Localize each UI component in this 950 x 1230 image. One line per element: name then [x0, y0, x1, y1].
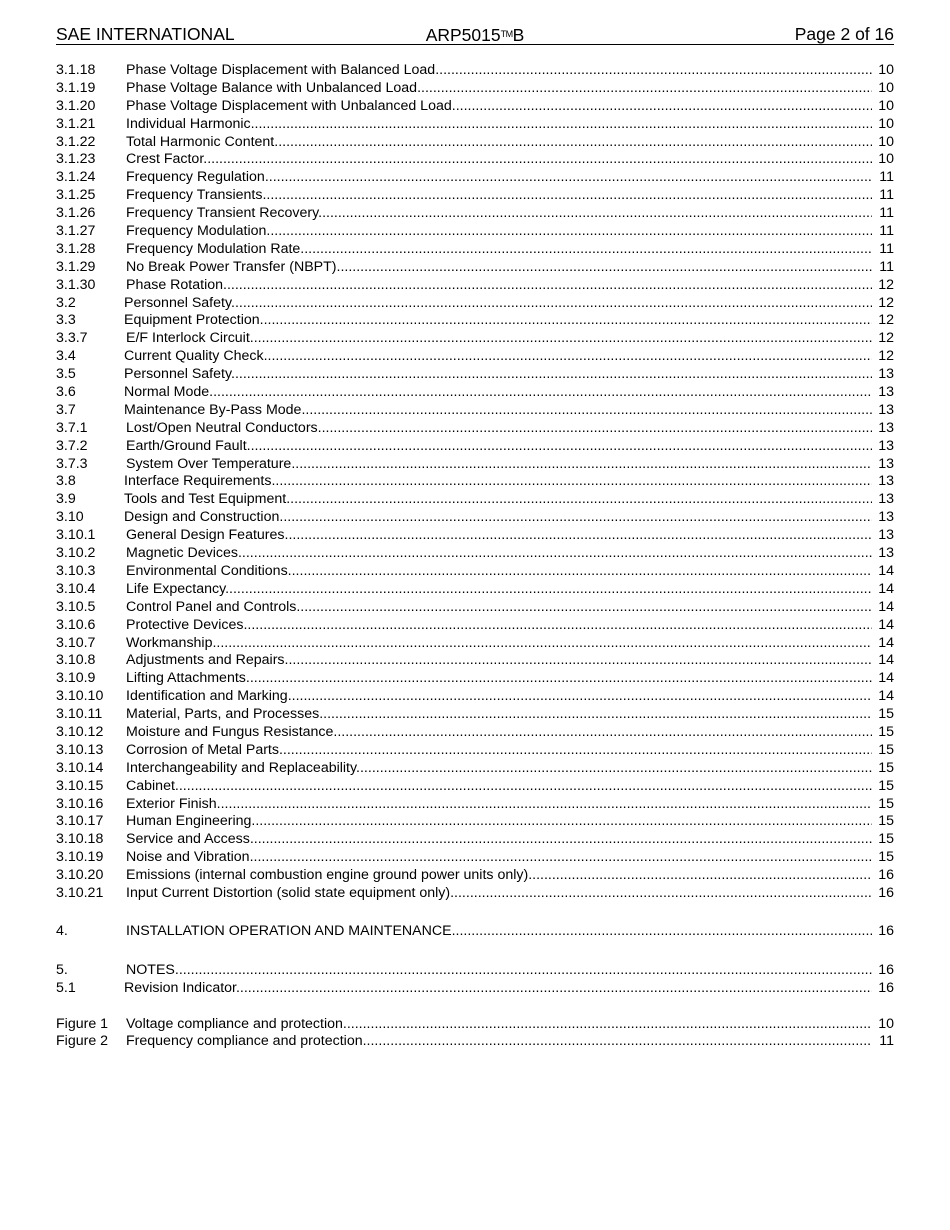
toc-entry-page: 15: [878, 831, 894, 848]
toc-entry-page: 13: [878, 419, 894, 436]
toc-entry-title: [126, 923, 872, 941]
toc-entry-number: 5.1: [56, 979, 76, 996]
table-of-contents: [56, 62, 894, 1051]
toc-entry[interactable]: [56, 688, 894, 706]
toc-entry-page: 10: [878, 115, 894, 132]
toc-entry-number: 3.10.1: [56, 527, 96, 544]
toc-entry[interactable]: [56, 330, 894, 348]
toc-entry[interactable]: [56, 563, 894, 581]
toc-entry-page: 12: [878, 312, 894, 329]
toc-entry-title-text: Protective Devices: [126, 616, 244, 633]
toc-entry-number: 3.10.9: [56, 670, 96, 687]
toc-entry[interactable]: [56, 384, 894, 402]
toc-entry-title-text: Adjustments and Repairs: [126, 652, 285, 669]
toc-entry-number: 3.10.16: [56, 795, 104, 812]
toc-group-installation: [56, 923, 894, 941]
toc-entry-title: [124, 312, 872, 330]
toc-entry-number: 3.10.20: [56, 867, 104, 884]
toc-entry-number: 3.10.21: [56, 884, 104, 901]
document-revision: B: [512, 25, 525, 45]
toc-entry-number: 3.1.22: [56, 133, 96, 150]
toc-entry-number: 3.3.7: [56, 330, 88, 347]
toc-entry-title-text: Crest Factor: [126, 151, 204, 168]
toc-entry-number: 3.10.18: [56, 831, 104, 848]
toc-entry-page: 11: [879, 205, 894, 222]
toc-entry-title: [124, 295, 872, 313]
toc-entry-number: 3.10: [56, 509, 84, 526]
toc-entry-title-text: Input Current Distortion (solid state equipment only): [126, 884, 451, 901]
toc-entry-number: 3.10.10: [56, 688, 104, 705]
toc-entry-title: [126, 187, 872, 205]
toc-entry-page: 13: [878, 366, 894, 383]
toc-entry-title: [126, 277, 872, 295]
toc-entry[interactable]: [56, 527, 894, 545]
toc-entry-page: 15: [878, 849, 894, 866]
toc-entry-title-text: Phase Voltage Displacement with Unbalanced Load: [126, 97, 452, 114]
toc-entry-title: [126, 151, 872, 169]
toc-entry-title: [126, 962, 872, 980]
toc-entry-title-text: Service and Access: [126, 831, 250, 848]
toc-entry-title-text: Emissions (internal combustion engine ground power units only): [126, 867, 529, 884]
toc-entry-number: 3.10.14: [56, 759, 104, 776]
toc-entry-number: 5.: [56, 961, 68, 978]
toc-entry-page: 11: [879, 187, 894, 204]
toc-entry-title: [126, 599, 872, 617]
toc-entry-page: 14: [878, 652, 894, 669]
toc-entry-title-text: Phase Rotation: [126, 276, 224, 293]
toc-entry-number: 3.1.18: [56, 62, 96, 78]
toc-entry[interactable]: [56, 98, 894, 116]
toc-entry-number: 3.1.27: [56, 223, 96, 240]
toc-entry-title-text: Earth/Ground Fault: [126, 437, 247, 454]
toc-entry-number: 3.10.13: [56, 741, 104, 758]
toc-entry-title-text: Current Quality Check: [124, 348, 264, 365]
toc-entry-number: 3.7.3: [56, 455, 88, 472]
toc-entry[interactable]: [56, 980, 894, 998]
toc-entry-title: [126, 831, 872, 849]
toc-entry-number: 3.9: [56, 491, 76, 508]
toc-entry[interactable]: [56, 134, 894, 152]
page-header: [56, 24, 894, 45]
toc-entry-page: 10: [878, 97, 894, 114]
toc-group-notes: [56, 962, 894, 998]
toc-entry-page: 13: [878, 437, 894, 454]
toc-entry-page: 10: [878, 79, 894, 96]
toc-entry-title-text: Human Engineering: [126, 813, 252, 830]
toc-entry-title-text: Maintenance By-Pass Mode: [124, 401, 302, 418]
toc-entry-title: [126, 259, 872, 277]
toc-entry-title-text: Frequency Transient Recovery: [126, 205, 319, 222]
toc-entry-title-text: Control Panel and Controls: [126, 598, 297, 615]
toc-entry-title: [126, 778, 872, 796]
toc-entry-title-text: Life Expectancy: [126, 580, 226, 597]
toc-entry[interactable]: [56, 402, 894, 420]
toc-entry-title: [126, 563, 872, 581]
toc-entry-title: [126, 545, 872, 563]
toc-entry-page: 15: [878, 813, 894, 830]
trademark-mark: TM: [500, 29, 513, 39]
toc-entry-title: [126, 1033, 872, 1051]
toc-entry[interactable]: [56, 1016, 894, 1034]
toc-entry-number: 3.10.19: [56, 849, 104, 866]
toc-entry[interactable]: [56, 545, 894, 563]
toc-entry-title-text: Tools and Test Equipment: [124, 491, 287, 508]
toc-entry-number: 3.10.5: [56, 598, 96, 615]
toc-entry-title-text: NOTES: [126, 961, 175, 978]
toc-entry-page: 13: [878, 473, 894, 490]
toc-entry-title-text: Personnel Safety: [124, 294, 231, 311]
toc-entry-title: [124, 509, 872, 527]
toc-entry[interactable]: [56, 581, 894, 599]
toc-entry-title-text: Material, Parts, and Processes: [126, 706, 320, 723]
toc-entry[interactable]: [56, 706, 894, 724]
toc-entry-number: 3.10.15: [56, 777, 104, 794]
toc-entry[interactable]: [56, 312, 894, 330]
toc-entry-title: [126, 706, 872, 724]
toc-entry-page: 15: [878, 741, 894, 758]
toc-entry-title-text: Individual Harmonic: [126, 115, 251, 132]
toc-entry-title: [126, 867, 872, 885]
toc-entry-page: 16: [878, 884, 894, 901]
toc-entry-title-text: Corrosion of Metal Parts: [126, 741, 279, 758]
toc-entry-title: [126, 742, 872, 760]
toc-entry-page: 12: [878, 330, 894, 347]
toc-entry-number: 3.8: [56, 473, 76, 490]
toc-entry-number: 3.10.11: [56, 706, 103, 723]
toc-entry-page: 11: [879, 223, 894, 240]
toc-entry-title-text: Design and Construction: [124, 509, 280, 526]
toc-entry-number: 3.1.26: [56, 205, 96, 222]
toc-entry[interactable]: [56, 635, 894, 653]
toc-entry-title: [126, 98, 872, 116]
toc-entry-title: [124, 491, 872, 509]
toc-entry-title: [126, 885, 872, 903]
toc-entry-title: [126, 849, 872, 867]
toc-entry[interactable]: [56, 509, 894, 527]
toc-entry-title-text: Equipment Protection: [124, 312, 260, 329]
toc-entry-title-text: Frequency Modulation Rate: [126, 240, 301, 257]
toc-entry[interactable]: [56, 849, 894, 867]
toc-entry-number: 3.10.3: [56, 562, 96, 579]
toc-entry-title: [126, 438, 872, 456]
toc-entry-page: 10: [878, 1015, 894, 1032]
toc-entry-page: 13: [878, 545, 894, 562]
toc-entry-title-text: Revision Indicator: [124, 979, 236, 996]
toc-entry-title-text: Lost/Open Neutral Conductors: [126, 419, 318, 436]
toc-entry-number: 3.1.19: [56, 79, 96, 96]
toc-entry-title-text: Voltage compliance and protection: [126, 1015, 343, 1032]
toc-entry-page: 14: [878, 616, 894, 633]
toc-entry-title: [126, 581, 872, 599]
toc-entry-title: [126, 670, 872, 688]
toc-entry-number: 3.10.4: [56, 580, 96, 597]
toc-entry-number: 4.: [56, 922, 68, 939]
toc-entry-number: 3.10.17: [56, 813, 104, 830]
toc-entry-page: 13: [878, 384, 894, 401]
toc-entry-page: 14: [878, 670, 894, 687]
toc-entry-title: [126, 223, 872, 241]
toc-entry-number: 3.7.1: [56, 419, 88, 436]
toc-entry-title-text: Frequency Regulation: [126, 169, 265, 186]
toc-entry-page: 14: [878, 580, 894, 597]
toc-entry-title-text: Exterior Finish: [126, 795, 217, 812]
toc-entry-title: [126, 456, 872, 474]
toc-entry-number: 3.1.28: [56, 240, 96, 257]
toc-entry[interactable]: [56, 420, 894, 438]
toc-entry[interactable]: [56, 366, 894, 384]
toc-entry-number: 3.1.30: [56, 276, 96, 293]
toc-entry-number: 3.4: [56, 348, 76, 365]
toc-entry-page: 14: [878, 688, 894, 705]
toc-entry-title: [124, 402, 872, 420]
toc-entry[interactable]: [56, 742, 894, 760]
toc-entry-title: [126, 62, 872, 80]
toc-entry[interactable]: [56, 473, 894, 491]
toc-entry-title-text: Identification and Marking: [126, 688, 288, 705]
toc-entry-page: 16: [878, 867, 894, 884]
toc-entry[interactable]: [56, 778, 894, 796]
toc-entry[interactable]: [56, 187, 894, 205]
toc-entry-page: 14: [878, 634, 894, 651]
toc-entry-page: 16: [878, 979, 894, 996]
toc-entry-number: 3.10.6: [56, 616, 96, 633]
toc-entry-number: 3.2: [56, 294, 76, 311]
toc-entry-page: 13: [878, 509, 894, 526]
toc-entry-title-text: System Over Temperature: [126, 455, 292, 472]
toc-entry-title: [124, 980, 872, 998]
toc-entry-page: 15: [878, 723, 894, 740]
toc-entry-title-text: Interface Requirements: [124, 473, 272, 490]
document-code: [56, 24, 894, 45]
toc-entry-page: 12: [878, 348, 894, 365]
toc-entry-number: 3.7.2: [56, 437, 88, 454]
toc-entry-title-text: Phase Voltage Balance with Unbalanced Load: [126, 79, 418, 96]
toc-entry[interactable]: [56, 151, 894, 169]
toc-entry-number: 3.1.23: [56, 151, 96, 168]
toc-entry-number: 3.7: [56, 401, 76, 418]
toc-entry-page: 11: [879, 169, 894, 186]
toc-entry-page: 13: [878, 491, 894, 508]
toc-entry-title: [126, 241, 872, 259]
toc-entry-title: [126, 652, 872, 670]
toc-entry[interactable]: [56, 295, 894, 313]
toc-entry[interactable]: [56, 169, 894, 187]
toc-entry-page: 12: [878, 276, 894, 293]
toc-entry-title: [126, 116, 872, 134]
toc-entry-title: [126, 134, 872, 152]
toc-entry[interactable]: [56, 760, 894, 778]
toc-entry-number: 3.1.25: [56, 187, 96, 204]
toc-entry-page: 16: [878, 922, 894, 939]
toc-entry-title: [126, 420, 872, 438]
toc-entry[interactable]: [56, 724, 894, 742]
toc-entry[interactable]: [56, 923, 894, 941]
toc-entry-title-text: No Break Power Transfer (NBPT): [126, 258, 337, 275]
toc-entry[interactable]: [56, 1033, 894, 1051]
toc-entry-title-text: General Design Features: [126, 527, 285, 544]
toc-entry-title: [126, 617, 872, 635]
toc-entry-title: [124, 384, 872, 402]
toc-entry-title-text: Frequency Transients: [126, 187, 263, 204]
toc-entry[interactable]: [56, 813, 894, 831]
toc-entry-title: [126, 688, 872, 706]
toc-entry-title: [126, 205, 872, 223]
toc-entry[interactable]: [56, 796, 894, 814]
toc-entry-number: 3.1.24: [56, 169, 96, 186]
toc-entry-title-text: Phase Voltage Displacement with Balanced Load: [126, 62, 436, 78]
toc-entry-page: 11: [879, 240, 894, 257]
toc-entry-title-text: E/F Interlock Circuit: [126, 330, 250, 347]
toc-entry-page: 15: [878, 759, 894, 776]
toc-entry-page: 14: [878, 598, 894, 615]
toc-entry-number: 3.1.20: [56, 97, 96, 114]
toc-entry-page: 12: [878, 294, 894, 311]
toc-entry-title-text: Lifting Attachments: [126, 670, 246, 687]
toc-entry-title: [126, 796, 872, 814]
toc-entry[interactable]: [56, 617, 894, 635]
toc-entry-title: [126, 813, 872, 831]
toc-entry[interactable]: [56, 62, 894, 80]
toc-entry[interactable]: [56, 241, 894, 259]
toc-entry-title-text: Cabinet: [126, 777, 175, 794]
toc-entry-page: 10: [878, 151, 894, 168]
toc-entry[interactable]: [56, 491, 894, 509]
toc-entry[interactable]: [56, 438, 894, 456]
toc-group-sections: [56, 62, 894, 903]
toc-entry-title-text: Personnel Safety: [124, 366, 231, 383]
toc-group-figures: [56, 1016, 894, 1052]
toc-entry-title: [126, 724, 872, 742]
toc-entry-title: [126, 635, 872, 653]
toc-entry[interactable]: [56, 885, 894, 903]
toc-entry[interactable]: [56, 599, 894, 617]
toc-entry-number: 3.10.7: [56, 634, 96, 651]
toc-entry[interactable]: [56, 867, 894, 885]
toc-entry-title: [126, 1016, 872, 1034]
toc-entry-number: 3.1.21: [56, 115, 96, 132]
toc-entry-title: [126, 760, 872, 778]
toc-entry-number: 3.10.2: [56, 545, 96, 562]
toc-entry-title-text: Environmental Conditions: [126, 562, 288, 579]
toc-entry-title-text: Frequency Modulation: [126, 223, 267, 240]
document-code-base: ARP5015: [425, 25, 501, 45]
toc-entry-title: [124, 348, 872, 366]
toc-entry[interactable]: [56, 348, 894, 366]
toc-entry-page: 11: [879, 258, 894, 275]
toc-entry[interactable]: [56, 277, 894, 295]
toc-entry-title-text: Interchangeability and Replaceability: [126, 759, 357, 776]
page-number: Page 2 of 16: [794, 24, 894, 44]
toc-entry-title: [126, 527, 872, 545]
toc-entry-number: 3.10.12: [56, 723, 104, 740]
toc-entry-page: 10: [878, 62, 894, 78]
toc-entry[interactable]: [56, 259, 894, 277]
toc-entry-page: 13: [878, 455, 894, 472]
publisher-name: SAE INTERNATIONAL: [56, 24, 235, 44]
toc-entry[interactable]: [56, 670, 894, 688]
toc-entry-title-text: Total Harmonic Content: [126, 133, 275, 150]
toc-entry-page: 13: [878, 527, 894, 544]
toc-entry-number: Figure 1: [56, 1015, 109, 1032]
toc-entry-page: 16: [878, 961, 894, 978]
toc-entry-page: 15: [878, 777, 894, 794]
toc-entry-title: [124, 473, 872, 491]
toc-entry[interactable]: [56, 205, 894, 223]
toc-entry-page: 10: [878, 133, 894, 150]
toc-entry-number: 3.3: [56, 312, 76, 329]
toc-entry[interactable]: [56, 116, 894, 134]
toc-entry-title-text: Frequency compliance and protection: [126, 1033, 363, 1050]
toc-entry-page: 14: [878, 562, 894, 579]
toc-entry[interactable]: [56, 962, 894, 980]
toc-entry-number: 3.10.8: [56, 652, 96, 669]
toc-entry-number: 3.6: [56, 384, 76, 401]
toc-entry[interactable]: [56, 456, 894, 474]
toc-entry-title: [124, 366, 872, 384]
toc-entry[interactable]: [56, 80, 894, 98]
toc-entry-title-text: Noise and Vibration: [126, 849, 250, 866]
toc-entry[interactable]: [56, 223, 894, 241]
toc-entry[interactable]: [56, 831, 894, 849]
toc-entry-title: [126, 80, 872, 98]
toc-entry-page: 11: [879, 1033, 894, 1050]
toc-entry-number: 3.1.29: [56, 258, 96, 275]
toc-entry-number: 3.5: [56, 366, 76, 383]
toc-entry-page: 13: [878, 401, 894, 418]
toc-entry-title-text: Workmanship: [126, 634, 213, 651]
toc-entry-title: [126, 330, 872, 348]
toc-entry-page: 15: [878, 706, 894, 723]
toc-entry-number: Figure 2: [56, 1033, 109, 1050]
toc-entry-title-text: INSTALLATION OPERATION AND MAINTENANCE: [126, 922, 452, 939]
toc-entry-title-text: Moisture and Fungus Resistance: [126, 723, 334, 740]
toc-entry-title-text: Normal Mode: [124, 384, 210, 401]
toc-entry-title-text: Magnetic Devices: [126, 545, 238, 562]
toc-entry-title: [126, 169, 872, 187]
toc-entry-page: 15: [878, 795, 894, 812]
toc-entry[interactable]: [56, 652, 894, 670]
